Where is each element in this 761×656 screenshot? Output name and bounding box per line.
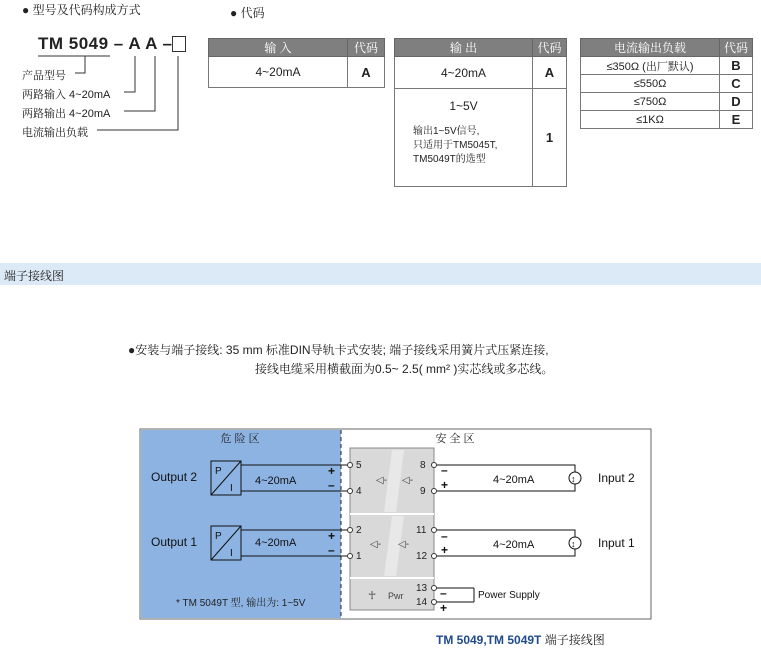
load-value: ≤750Ω xyxy=(581,93,720,111)
terminal-label: 1 xyxy=(356,551,362,562)
terminal-label: 8 xyxy=(420,460,426,471)
output-value-2: 1~5V xyxy=(449,99,478,113)
load-col-header: 电流输出负载 xyxy=(581,39,720,57)
output2-label: Output 2 xyxy=(151,470,198,484)
legend-product-model: 产品型号 xyxy=(22,70,66,82)
code-col-header: 代码 xyxy=(720,39,753,57)
terminal-label: 4 xyxy=(356,486,362,497)
power-supply-label: Power Supply xyxy=(478,590,540,601)
svg-text:–: – xyxy=(441,463,448,477)
svg-text:↕: ↕ xyxy=(571,539,576,549)
svg-text:+: + xyxy=(440,601,448,615)
load-code: D xyxy=(720,93,753,111)
terminal-label: 14 xyxy=(416,597,428,608)
input-col-header: 输 入 xyxy=(209,39,348,57)
svg-text:P: P xyxy=(215,466,222,477)
terminal-label: 9 xyxy=(420,486,426,497)
svg-text:↕: ↕ xyxy=(571,474,576,484)
power-led-icon: ☥ xyxy=(368,590,377,602)
legend-output: 两路输出 4~20mA xyxy=(22,108,111,120)
svg-text:–: – xyxy=(328,478,335,492)
output-value-1: 4~20mA xyxy=(395,57,533,89)
section-title: 端子接线图 xyxy=(4,269,65,283)
legend-load: 电流输出负载 xyxy=(22,127,88,139)
load-value: ≤350Ω (出厂默认) xyxy=(581,57,720,75)
install-text-line2: 接线电缆采用横截面为0.5~ 2.5( mm² )实芯线或多芯线。 xyxy=(255,362,554,376)
svg-text:–: – xyxy=(441,529,448,543)
output1-label: Output 1 xyxy=(151,535,198,549)
svg-text:+: + xyxy=(328,529,336,543)
terminal-label: 11 xyxy=(416,525,427,536)
isolation-icon: ◁- xyxy=(376,475,388,486)
isolation-icon: ◁- xyxy=(370,539,382,550)
install-text-line1: ●安装与端子接线: 35 mm 标准DIN导轨卡式安装; 端子接线采用簧片式压紧连接, xyxy=(128,343,549,357)
code-col-header: 代码 xyxy=(348,39,385,57)
terminal-label: 5 xyxy=(356,460,362,471)
isolation-icon: ◁- xyxy=(398,539,410,550)
model-section-header: ● 型号及代码构成方式 xyxy=(22,3,141,17)
code-section-header: ● 代码 xyxy=(230,6,265,20)
bullet-icon: ● xyxy=(22,3,30,17)
hazard-label: 危 险 区 xyxy=(220,433,260,445)
load-value: ≤1KΩ xyxy=(581,111,720,129)
terminal-label: 12 xyxy=(416,551,428,562)
signal-label: 4~20mA xyxy=(255,537,297,549)
svg-text:+: + xyxy=(441,478,449,492)
input-value: 4~20mA xyxy=(209,57,348,88)
terminal-label: 2 xyxy=(356,525,362,536)
input2-label: Input 2 xyxy=(598,471,635,485)
hazard-area xyxy=(141,430,341,618)
output-code-2: 1 xyxy=(533,89,567,187)
footnote: * TM 5049T 型, 输出为: 1~5V xyxy=(176,598,306,609)
load-value: ≤550Ω xyxy=(581,75,720,93)
safe-label: 安 全 区 xyxy=(435,433,475,445)
signal-label: 4~20mA xyxy=(255,475,297,487)
signal-label: 4~20mA xyxy=(493,474,535,486)
output-note: 输出1~5V信号, 只适用于TM5045T, TM5049T的选型 xyxy=(413,126,498,165)
input-code: A xyxy=(348,57,385,88)
terminal-label: 13 xyxy=(416,583,428,594)
svg-text:+: + xyxy=(441,543,449,557)
signal-label: 4~20mA xyxy=(493,539,535,551)
model-number: TM 5049 – A A – xyxy=(38,34,173,53)
legend-input: 两路输入 4~20mA xyxy=(22,89,111,101)
svg-text:P: P xyxy=(215,531,222,542)
svg-text:I: I xyxy=(230,548,233,559)
bullet-icon: ● xyxy=(230,6,238,20)
load-code: B xyxy=(720,57,753,75)
svg-text:–: – xyxy=(328,543,335,557)
load-code: C xyxy=(720,75,753,93)
load-code: E xyxy=(720,111,753,129)
pwr-label: Pwr xyxy=(388,591,404,601)
output-col-header: 输 出 xyxy=(395,39,533,57)
input1-label: Input 1 xyxy=(598,536,635,550)
isolation-icon: ◁- xyxy=(402,475,414,486)
code-col-header: 代码 xyxy=(533,39,567,57)
svg-text:+: + xyxy=(328,464,336,478)
svg-text:I: I xyxy=(230,483,233,494)
diagram-caption: TM 5049,TM 5049T 端子接线图 xyxy=(436,633,605,647)
svg-text:–: – xyxy=(440,586,447,600)
output-code-1: A xyxy=(533,57,567,89)
